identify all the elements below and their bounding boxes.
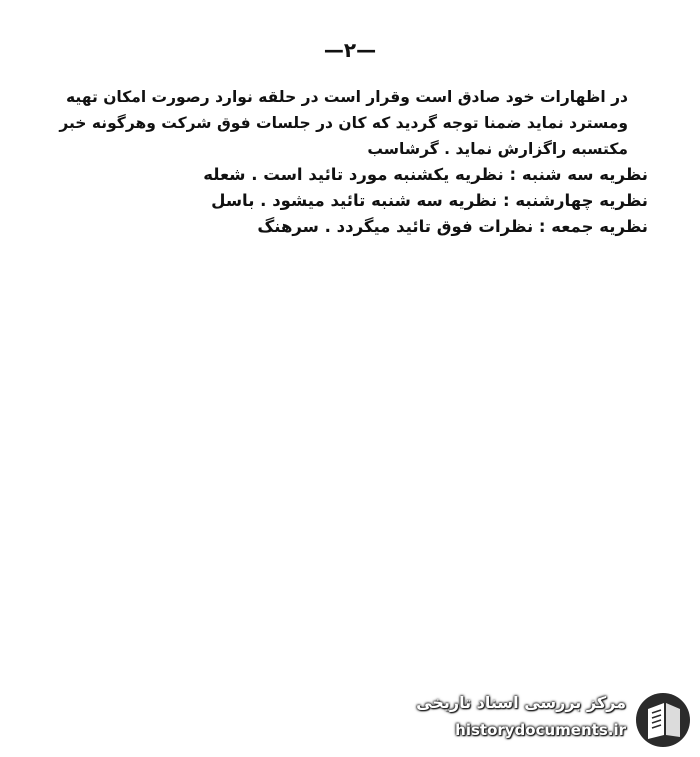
body-line-1: در اظهارات خود صادق است وقرار است در حلقه نوارد رصورت امکان تهیه <box>66 88 628 106</box>
watermark <box>402 691 692 749</box>
document-archive-logo-icon <box>634 691 692 749</box>
body-line-6: نظریه جمعه : نظرات فوق تائید میگردد . سرهنگ <box>257 217 648 236</box>
watermark-title: مرکز بررسی اسناد تاریخی <box>416 693 626 712</box>
body-line-5: نظریه چهارشنبه : نظریه سه شنبه تائید میشود . باسل <box>211 191 648 210</box>
watermark-url: historydocuments.ir <box>455 721 626 739</box>
body-line-4: نظریه سه شنبه : نظریه یکشنبه مورد تائید است . شعله <box>203 165 648 184</box>
body-line-2: ومسترد نماید ضمنا توجه گردید که کان در جلسات فوق شرکت وهرگونه خبر <box>59 114 628 132</box>
page-number: —۲— <box>323 38 377 62</box>
body-line-3: مکتسبه راگزارش نماید . گرشاسب <box>367 140 628 158</box>
